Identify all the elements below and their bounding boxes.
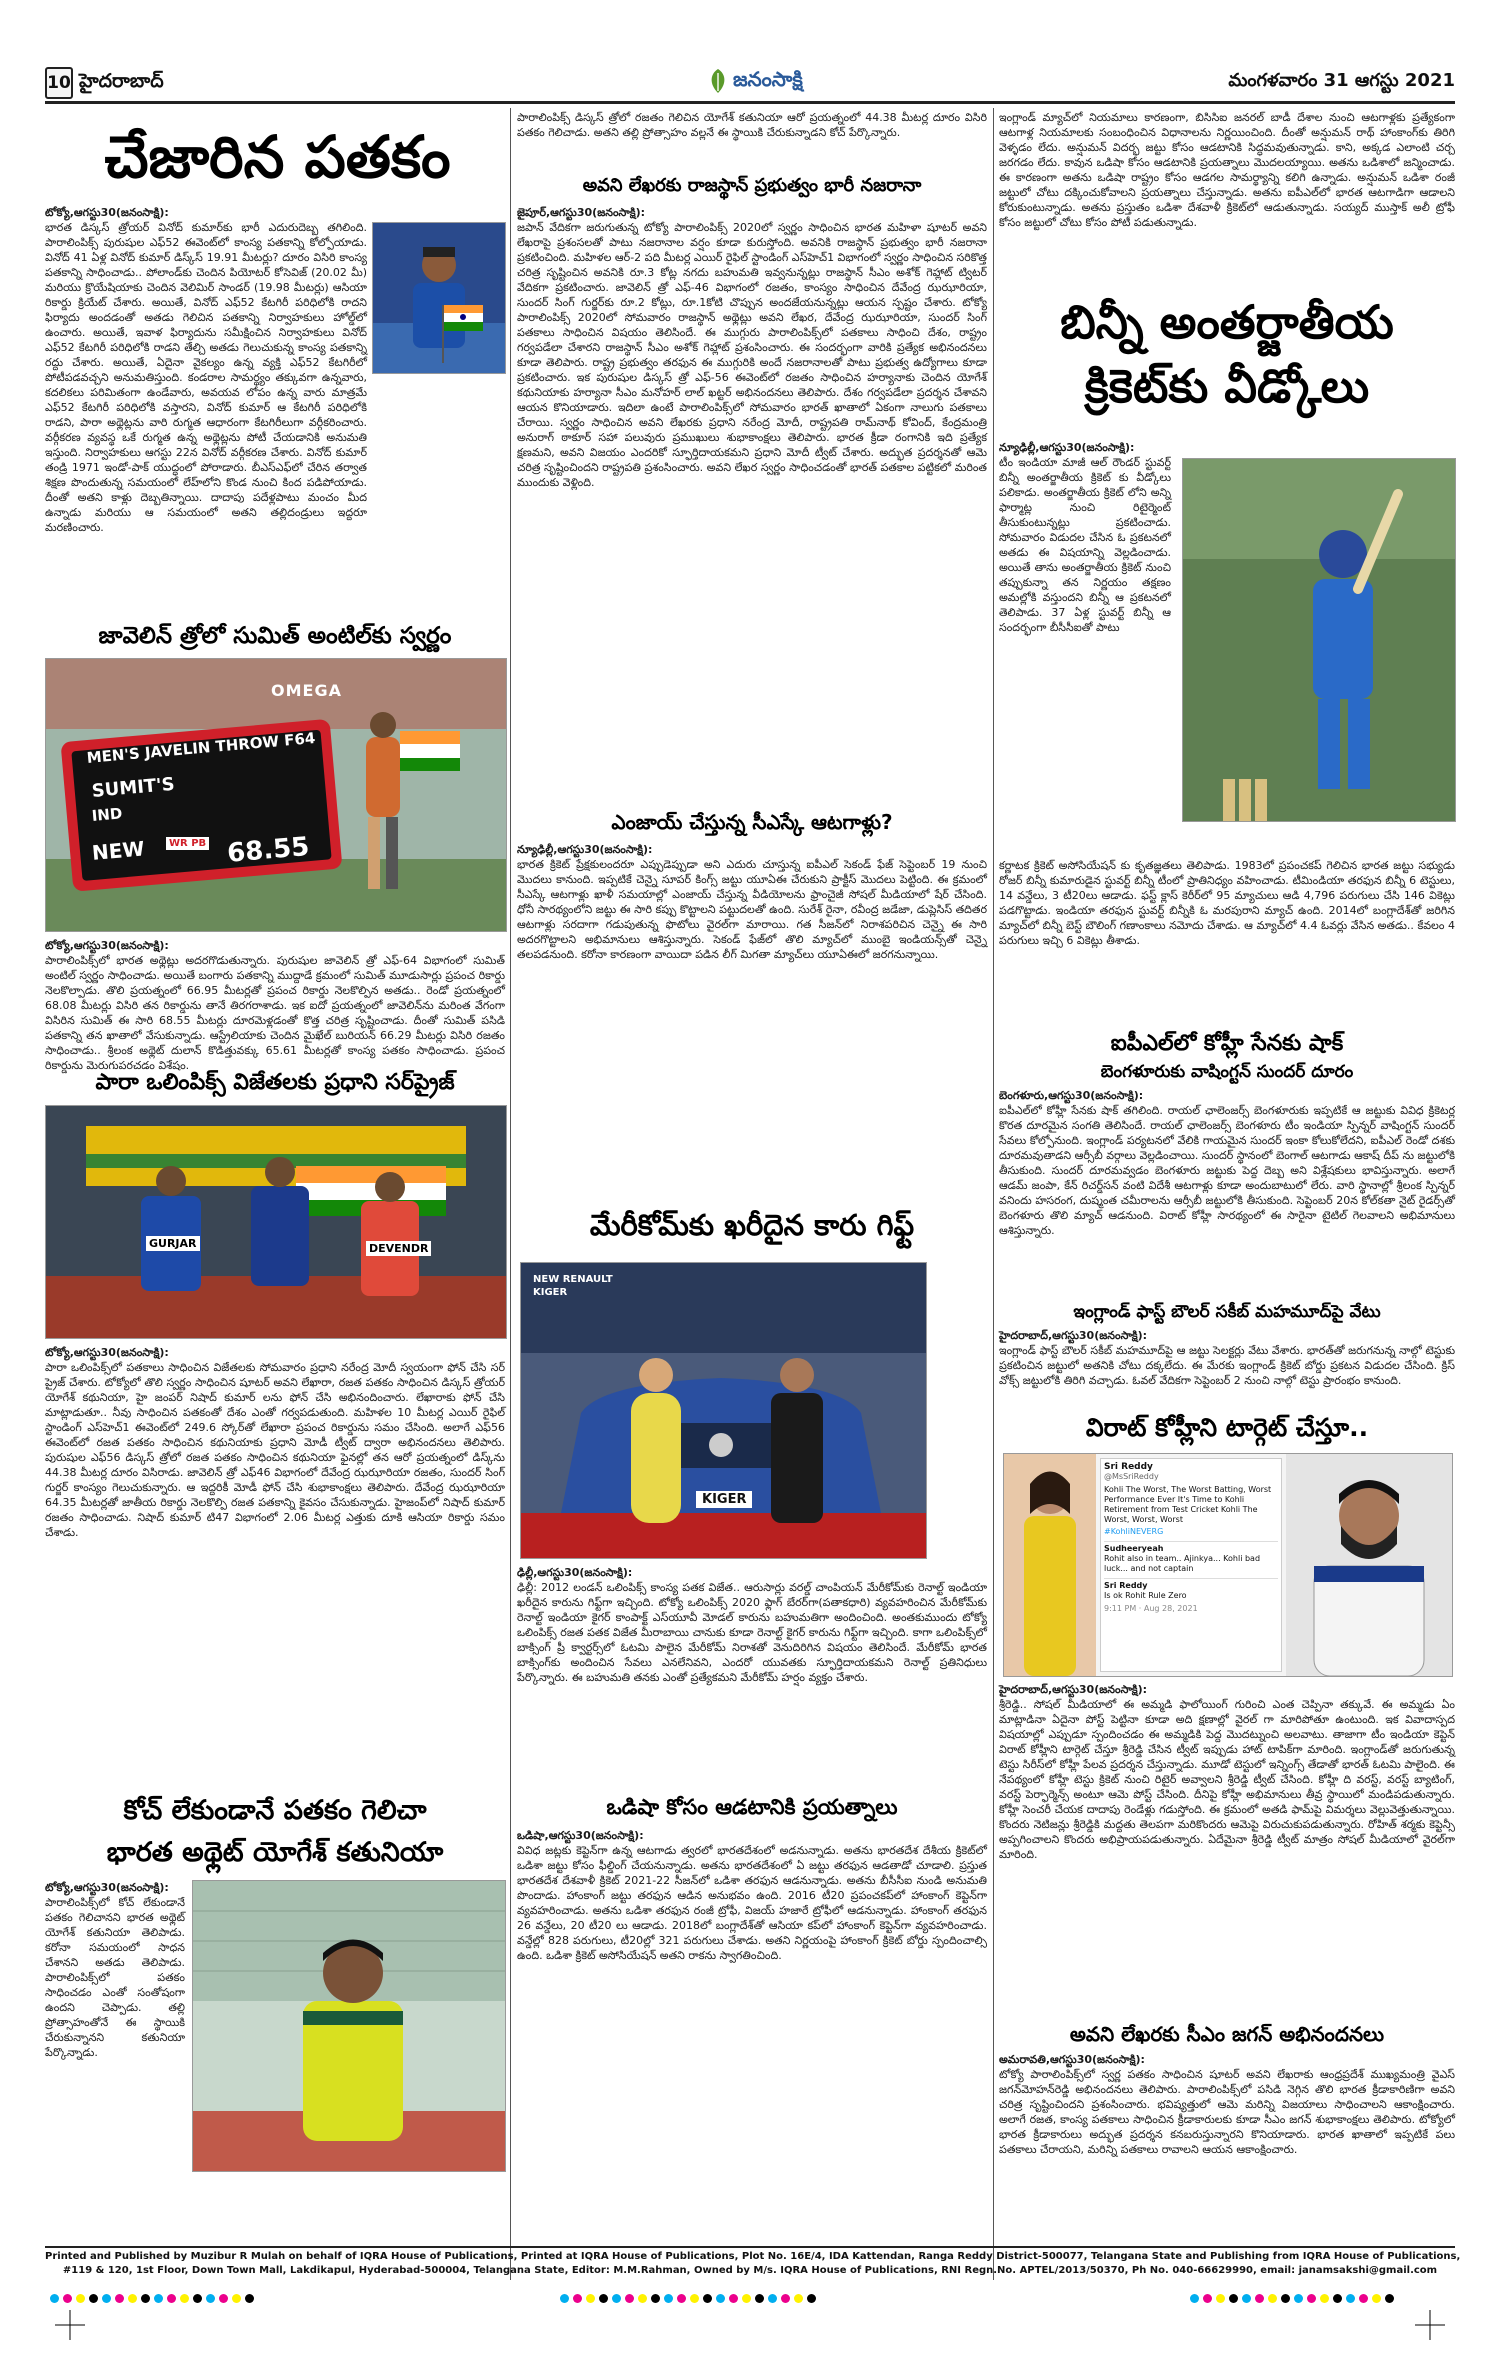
sri-reddy-photo: [1004, 1454, 1096, 1676]
col1-body-3: పారా ఒలింపిక్స్‌లో పతకాలు సాధించిన విజేతలకు సోమవారం ప్రధాని నరేంద్ర మోదీ స్వయంగా ఫోన్‌ చేసి సర్‌ ప్రైజ్‌ చేశారు. టోక్యోలో తొలి స్వర్ణం సాధించిన షూటర్‌ అవని లేఖారా, రజత పతకం సాధించిన డిస్కస్‌ త్రోయర్‌ యోగేశ్‌ కథునియా, హై జంపర్‌ నిషాద్‌ కుమార్‌ లను ఫోన్‌ చేసి అభినందించారు. లేఖారాకు ఫోన్‌ చేసి మాట్లాడుతూ.. నీవు సాధించిన పతకంతో దేశం ఎంతో గర్వపడుతుంది. మహిళల 10 మీటర్ల ఎయిర్‌ రైఫిల్‌ స్టాండింగ్‌ ఎస్‌హెచ్‌1 ఈవెంట్‌లో 249.6 స్కోర్‌తో లేఖారా ప్రపంచ రికార్డును సమం చేసింది. అలాగే ఎఫ్‌56 ఈవెంట్‌లో రజత పతకం సాధించిన కథునియాకు ప్రధాని మోడీ ట్వీట్‌ ద్వారా అభినందనలు తెలిపారు. పురుషుల ఎఫ్‌56 డిస్కస్‌ త్రోలో రజత పతకం సాధించిన కథునియా ఫైనల్లో తన ఆరో ప్రయత్నంలో డిస్క్‌ను 44.38 మీటర్ల దూరం విసిరాడు. జావెలిన్‌ త్రో ఎఫ్‌46 విభాగంలో దేవేంద్ర ఝఝారియా రజతం, సుందర్‌ సింగ్‌ గుర్జర్‌ కాంస్యం గెలుచుకున్నారు. ఆ ఇద్దరికీ మోడీ ఫోన్‌ చేసి శుభాకాంక్షలు తెలిపారు. దేవేంద్ర ఝఝారియా 64.35 మీటర్లతో జాతీయ రికార్డు నెలకొల్పి రజత పతకాన్ని కైవసం చేసుకున్నాడు. హైజంప్‌లో నిషాద్‌ కుమార్‌ రజతం సాధించాడు. నిషాద్‌ కుమార్‌ టి47 విభాగంలో 2.06 మీటర్ల ఎత్తుకు దూకి ఆసియా రికార్డు సమం చేశాడు.: [45, 1361, 505, 1539]
col3-article-2a: [999, 440, 1171, 858]
col1-body-2: పారాలింపిక్స్‌లో భారత అథ్లెట్లు అదరగొడుతున్నారు. పురుషుల జావెలిన్‌ త్రో ఎఫ్‌-64 విభాగంలో సుమిత్‌ అంటిల్‌ స్వర్ణం సాధించాడు. అయితే బంగారు పతకాన్ని ముద్దాడే క్రమంలో సుమిత్‌ మూడుసార్లు ప్రపంచ రికార్డు నెలకొల్పాడు. తొలి ప్రయత్నంలో 66.95 మీటర్లతో ప్రపంచ రికార్డు నెలకొల్పిన అతడు.. రెండో ప్రయత్నంలో 68.08 మీటర్లు విసిరి తన రికార్డును తానే తిరగరాశాడు. ఇక ఐదో ప్రయత్నంలో జావెలిన్‌ను మరింత వేగంగా విసిరిన సుమిత్‌ ఈ సారి 68.55 మీటర్లు దూరమెళ్లడంతో కొత్త చరిత్ర సృష్టించాడు. దీంతో సుమిత్‌ పసిడి పతకాన్ని తన ఖాతాలో వేసుకున్నాడు. ఆస్ట్రేలియాకు చెందిన మైఖేల్‌ బురియన్‌ 66.29 మీటర్లు విసిరి రజతం సాధించాడు.. శ్రీలంక అథ్లెట్‌ దులాన్‌ కొడిత్తువక్కు 65.61 మీటర్లతో కాంస్య పతకం సాధించాడు. ప్రపంచ రికార్డును మెరుగుపరచడం విశేషం.: [45, 954, 505, 1072]
athlete-flag-illustration: [373, 223, 505, 373]
sumit-antil-photo: [45, 658, 507, 932]
col1-headline-3: పారా ఒలింపిక్స్‌ విజేతలకు ప్రధాని సర్‌ప్రైజ్‌: [95, 1070, 455, 1095]
col2-article-5: [517, 1828, 987, 2173]
photo-brand-omega: OMEGA: [271, 681, 342, 700]
reply-2-text: Is ok Rohit Rule Zero: [1104, 1591, 1187, 1600]
crop-mark-left: [55, 2310, 85, 2340]
col2-body-4: ఢిల్లీ: 2012 లండన్‌ ఒలింపిక్స్‌ కాంస్య పతక విజేత.. ఆరుసార్లు వరల్డ్‌ చాంపియన్‌ మేరీకోమ్‌కు రెనాల్ట్‌ ఇండియా ఖరీదైన కారును గిఫ్ట్‌గా ఇచ్చింది. టోక్యో ఒలింపిక్స్‌ 2020 ఫ్లాగ్‌ బేరర్‌గా(పతాకధారి) వ్యవహరించిన మేరీకోమ్‌కు రెనాల్ట్‌ ఇండియా కైగర్‌ కాంపాక్ట్‌ ఎస్‌యూవీ మోడల్‌ కారును బహుమతిగా అందించింది. అంతకుముందు టోక్యో ఒలింపిక్స్‌ రజత పతక విజేత మీరాబాయి చానుకు కూడా రెనాల్ట్‌ కైగర్‌ కారును గిఫ్ట్‌గా ఇచ్చింది. కాగా ఒలింపిక్స్‌లో బాక్సింగ్‌ ప్రీ క్వార్టర్స్‌లో ఓటమి పాలైన మేరీకోమ్‌ నిరాశతో వెనుదిరిగిన విషయం తెలిసిందే. మేరీకోమ్‌ భారత బాక్సింగ్‌కు అందించిన సేవలు ఎనలేనివని, ఎందరో యువతకు స్ఫూర్తిదాయకమని రెనాల్ట్‌ ప్రతినిధులు పేర్కొన్నారు. ఈ బహుమతి తనకు ఎంతో ప్రత్యేకమని మేరీకోమ్‌ హర్షం వ్యక్తం చేశారు.: [517, 1581, 987, 1684]
mary-kom-car-photo: [520, 1262, 927, 1559]
col3-body-2b: కర్ణాటక క్రికెట్‌ అసోసియేషన్‌ కు కృతజ్ఞతలు తెలిపాడు. 1983లో ప్రపంచకప్‌ గెలిచిన భారత జట్టు సభ్యుడు రోజర్‌ బిన్నీ కుమారుడైన స్టువర్ట్‌ బిన్నీ టీంలో ప్రాతినిధ్యం వహించాడు. టీమిండియా తరఫున బిన్నీ 6 టెస్టులు, 14 వన్డేలు, 3 టీ20లు ఆడాడు. ఫస్ట్‌ క్లాస్‌ కెరీర్‌లో 95 మ్యాచులు ఆడి 4,796 పరుగులు చేసి 146 వికెట్లు పడగొట్టాడు. ఇండియా తరఫున స్టువర్ట్‌ బిన్నీకి ఓ మరపురాని మ్యాచ్‌ ఉంది. 2014లో బంగ్లాదేశ్‌తో జరిగిన మ్యాచ్‌లో బిన్నీ బెస్ట్‌ బౌలింగ్‌ గణాంకాలు నమోదు చేశాడు. ఆ మ్యాచ్‌లో 4.4 ఓవర్లు వేసిన అతడు.. కేవలం 4 పరుగులు ఇచ్చి 6 వికెట్లు తీశాడు.: [999, 859, 1455, 947]
reply-1-text: Rohit also in team.. Ajinkya... Kohli bad luck... and not captain: [1104, 1554, 1261, 1573]
tweet-author-handle: @MsSriReddy: [1104, 1472, 1159, 1481]
page-number: 10: [47, 73, 71, 93]
logo-leaf-icon: [707, 68, 729, 94]
col3-body-2a: టీం ఇండియా మాజీ ఆల్‌ రౌండర్‌ స్టువర్ట్‌ బిన్నీ అంతర్జాతీయ క్రికెట్‌ కు వీడ్కోలు పలికాడు. అంతర్జాతీయ క్రికెట్‌ లోని అన్ని ఫార్మాట్ల నుంచి రిటైర్మెంట్‌ తీసుకుంటున్నట్లు ప్రకటించాడు. సోమవారం విడుదల చేసిన ఓ ప్రకటనలో అతడు ఈ విషయాన్ని వెల్లడించాడు. అయితే తాను అంతర్జాతీయ క్రికెట్‌ నుంచి తప్పుకున్నా తన నిర్ణయం తక్షణం అమల్లోకి వస్తుందని బిన్నీ ఆ ప్రకటనలో తెలిపాడు. 37 ఏళ్ల స్టువర్ట్‌ బిన్నీ ఆ సందర్భంగా బీసీసీఐతో పాటు: [999, 456, 1171, 634]
footer-rule: [45, 2246, 1455, 2248]
virat-kohli-photo: [1286, 1454, 1452, 1676]
bib-devendra: DEVENDR: [366, 1241, 431, 1256]
color-registration-mid: [560, 2294, 820, 2304]
col2-dateline-3: న్యూఢిల్లీ,ఆగస్టు30(జనంసాక్షి):: [517, 843, 653, 856]
column-rule-2: [993, 108, 994, 2280]
col1-dateline-1: టోక్యో,ఆగస్టు30(జనంసాక్షి):: [45, 206, 169, 219]
col3-dateline-3: బెంగళూరు,ఆగస్టు30(జనంసాక్షి):: [999, 1089, 1144, 1102]
col3-dateline-5: హైదరాబాద్‌,ఆగస్టు30(జనంసాక్షి):: [999, 1683, 1148, 1696]
col1-article-3: [45, 1345, 505, 1785]
sign-distance: 68.55: [226, 831, 311, 869]
col2-headline-2: అవని లేఖరకు రాజస్థాన్‌ ప్రభుత్వం భారీ నజరానా: [582, 175, 922, 196]
yogesh-kathuniya-photo: [192, 1880, 506, 2172]
col1-headline-4a: కోచ్‌ లేకుండానే పతకం గెలిచా: [123, 1795, 427, 1826]
stuart-binny-photo: [1182, 458, 1456, 822]
reply-2-name: Sri Reddy: [1104, 1581, 1148, 1590]
col3-body-3: ఐపీఎల్‌లో కోహ్లీ సేనకు షాక్‌ తగిలింది. రాయల్‌ ఛాలెంజర్స్‌ బెంగళూరుకు ఇప్పటికే ఆ జట్టుకు వివిధ క్రికెటర్ల కొరత దూరమైన సంగతి తెలిసిందే. రాయల్‌ ఛాలెంజర్స్‌ బెంగళూరు టీం ఇండియా స్పిన్నర్‌ వాషింగ్టన్‌ సుందర్‌ సేవలు కోల్పోనుంది. ఇంగ్లాండ్‌ పర్యటనలో వేలికి గాయమైన సుందర్‌ ఇంకా కోలుకోలేదని, ఐపీఎల్‌ రెండో దశకు దూరమవుతాడని ఆర్సీబీ వర్గాలు వెల్లడించాయి. సుందర్‌ స్థానంలో బెంగాల్‌ ఆటగాడు ఆకాష్‌ దీప్‌ ను జట్టులోకి తీసుకుంది. సుందర్‌ దూరమవ్వడం బెంగళూరు జట్టుకు పెద్ద దెబ్బ అని విశ్లేషకులు భావిస్తున్నారు. అలాగే ఆడమ్‌ జంపా, కేన్‌ రిచర్డ్‌సన్‌ వంటి విదేశీ ఆటగాళ్లు కూడా అందుబాటులో లేరు. వారి స్థానాల్లో శ్రీలంక స్పిన్నర్‌ వనిందు హసరంగ, దుష్మంత చమీరాలను ఆర్సీబీ జట్టులోకి తీసుకుంది. సెప్టెంబర్‌ 20న కోల్‌కతా నైట్‌ రైడర్స్‌తో బెంగళూరు తొలి మ్యాచ్‌ ఆడనుంది. విరాట్‌ కోహ్లీ సారథ్యంలో ఈ సారైనా టైటిల్‌ గెలవాలని అభిమానులు ఆశిస్తున్నారు.: [999, 1104, 1455, 1237]
tweet-date: 9:11 PM · Aug 28, 2021: [1104, 1604, 1198, 1613]
col1-dateline-3: టోక్యో,ఆగస్టు30(జనంసాక్షి):: [45, 1346, 169, 1359]
tweet-card: [1100, 1458, 1282, 1672]
sign-event-title: MEN'S JAVELIN THROW F64: [86, 729, 316, 767]
col3-dateline-6: అమరావతి,ఆగస్టు30(జనంసాక్షి):: [999, 2053, 1145, 2066]
col2-body-1: పారాలింపిక్స్‌ డిస్కస్‌ త్రోలో రజతం గెలిచిన యోగేశ్‌ కతునియా ఆరో ప్రయత్నంలో 44.38 మీటర్ల దూరం విసిరి పతకం గెలిచాడు. అతని తల్లి ప్రోత్సాహం వల్లనే ఈ స్థాయికి చేరుకున్నాడని కోచ్‌ పేర్కొన్నారు.: [517, 111, 987, 139]
vinod-kumar-photo: [372, 222, 506, 374]
col3-body-5: శ్రీరెడ్డి.. సోషల్‌ మీడియాలో ఈ అమ్మడి ఫాలోయింగ్‌ గురించి ఎంత చెప్పినా తక్కువే. ఈ అమ్మడు ఏం మాట్లాడినా ఏదైనా పోస్ట్‌ పెట్టినా కూడా అది క్షణాల్లో వైరల్‌ గా మారిపోతూ ఉంటుంది. ఇక వివాదాస్పద విషయాల్లో ఎప్పుడూ స్పందించడం ఈ అమ్మడికి పెద్ద మొదట్నుంచి అలవాటు. తాజాగా టీం ఇండియా కెప్టెన్‌ విరాట్‌ కోహ్లీని టార్గెట్‌ చేస్తూ శ్రీరెడ్డి చేసిన ట్వీట్‌ ఇప్పుడు హాట్‌ టాపిక్‌గా మారింది. ఇంగ్లాండ్‌తో జరుగుతున్న టెస్టు సిరీస్‌లో కోహ్లీ పేలవ ప్రదర్శన చేస్తున్నాడు. మూడో టెస్టులో ఇన్నింగ్స్‌ తేడాతో భారత్‌ ఓటమి పాలైంది. ఈ నేపథ్యంలో కోహ్లీ టెస్టు క్రికెట్‌ నుంచి రిటైర్‌ అవ్వాలని శ్రీరెడ్డి ట్వీట్‌ చేసింది. కోహ్లీ ది వరస్ట్‌, వరస్ట్‌ బ్యాటింగ్‌, వరస్ట్‌ పెర్ఫార్మెన్స్‌ అంటూ ఆమె పోస్ట్‌ చేసింది. దీనిపై కోహ్లీ అభిమానులు తీవ్ర స్థాయిలో మండిపడుతున్నారు. కోహ్లీ సెంచరీ చేయక దాదాపు రెండేళ్లు గడుస్తోంది. ఈ క్రమంలో అతడి ఫామ్‌పై విమర్శలు వెల్లువెత్తుతున్నాయి. కొందరు నెటిజన్లు శ్రీరెడ్డికి మద్దతు తెలపగా మరికొందరు ఆమెపై విరుచుకుపడుతున్నారు. రోహిత్‌ శర్మకు కెప్టెన్సీ అప్పగించాలని కొందరు అభిప్రాయపడుతున్నారు. ఏదేమైనా శ్రీరెడ్డి ట్వీట్‌ మాత్రం సోషల్‌ మీడియాలో వైరల్‌గా మారింది.: [999, 1698, 1455, 1861]
col3-headline-2b: క్రికెట్‌కు వీడ్కోలు: [1084, 359, 1370, 413]
col1-body-4: పారాలింపిక్స్‌లో కోచ్‌ లేకుండానే పతకం గెలిచానని భారత అథ్లెట్‌ యోగేశ్‌ కతునియా తెలిపాడు. కరోనా సమయంలో సాధన చేశానని అతడు తెలిపాడు. పారాలింపిక్స్‌లో పతకం సాధించడం ఎంతో సంతోషంగా ఉందని చెప్పాడు. తల్లి ప్రోత్సాహంతోనే ఈ స్థాయికి చేరుకున్నానని కతునియా పేర్కొన్నాడు.: [45, 1896, 185, 2059]
col3-headline-4: ఇంగ్లాండ్‌ ఫాస్ట్‌ బౌలర్‌ సకీబ్‌ మహమూద్‌పై వేటు: [1073, 1302, 1381, 1322]
col2-dateline-2: జైపూర్‌,ఆగస్టు30(జనంసాక్షి):: [517, 206, 646, 219]
col2-headline-5: ఒడిషా కోసం ఆడటానికి ప్రయత్నాలు: [606, 1795, 898, 1819]
city-label: హైదరాబాద్: [79, 70, 164, 92]
bib-gurjar: GURJAR: [146, 1236, 200, 1251]
sign-athlete-name: SUMIT'S: [91, 773, 176, 802]
col3-body-6: టోక్యో పారాలింపిక్స్‌లో స్వర్ణ పతకం సాధించిన షూటర్‌ అవని లేఖరాకు ఆంధ్రప్రదేశ్‌ ముఖ్యమంత్రి వైఎస్‌ జగన్‌మోహన్‌రెడ్డి అభినందనలు తెలిపారు. పారాలింపిక్స్‌లో పసిడి నెగ్గిన తొలి భారత క్రీడాకారిణిగా అవని చరిత్ర సృష్టించిందని ప్రశంసించారు. భవిష్యత్తులో ఆమె మరిన్ని విజయాలు సాధించాలని ఆకాంక్షించారు. అలాగే రజత, కాంస్య పతకాలు సాధించిన క్రీడాకారులకు కూడా సీఎం జగన్‌ శుభాకాంక్షలు తెలిపారు. టోక్యోలో భారత క్రీడాకారులు అద్భుత ప్రదర్శన కనబరుస్తున్నారని కొనియాడారు. భారత ఖాతాలో ఇప్పటికే పలు పతకాలు చేరాయని, మరిన్ని పతకాలు రావాలని ఆయన ఆకాంక్షించారు.: [999, 2068, 1455, 2156]
page-number-box: [45, 67, 73, 99]
masthead-rule: [45, 101, 1455, 104]
color-registration-right: [1190, 2294, 1398, 2304]
col2-article-1: [517, 110, 987, 168]
paper-name: జనంసాక్షి: [733, 66, 803, 91]
issue-date: మంగళవారం 31 ఆగస్టు 2021: [1228, 70, 1455, 91]
col1-headline-2: జావెలిన్‌ త్రోలో సుమిత్‌ అంటిల్‌కు స్వర్ణం: [98, 623, 452, 649]
imprint-line-2: #119 & 120, 1st Floor, Down Town Mall, Lakdikapul, Hyderabad-500004, Telangana State, Editor: M.M.Rahman, Owned by M/s. IQRA House of Publications, RNI Regn.No. APTEL/2013/50370, Ph No. 040-66629990, email: janamsakshi@gmail.com: [62, 2265, 1438, 2276]
tweet-reply-2: [1104, 1578, 1278, 1601]
sri-reddy-composite: [1003, 1453, 1453, 1677]
sign-country: IND: [91, 804, 124, 825]
col3-body-4: ఇంగ్లాండ్‌ ఫాస్ట్‌ బౌలర్‌ సకీబ్‌ మహమూద్‌పై ఆ జట్టు సెలక్టర్లు వేటు వేశారు. భారత్‌తో జరుగనున్న నాల్గో టెస్టుకు ప్రకటించిన జట్టులో అతనికి చోటు దక్కలేదు. ఈ మేరకు ఇంగ్లాండ్‌ క్రికెట్‌ బోర్డు ప్రకటన విడుదల చేసింది. క్రిస్‌ వోక్స్‌ జట్టులోకి తిరిగి వచ్చాడు. ఓవల్‌ వేదికగా సెప్టెంబర్‌ 2 నుంచి నాల్గో టెస్టు ప్రారంభం కానుంది.: [999, 1344, 1455, 1387]
col2-headline-3: ఎంజాయ్‌ చేస్తున్న సీఎస్కే ఆటగాళ్లు?: [611, 810, 893, 834]
col3-headline-5: విరాట్‌ కోహ్లీని టార్గెట్‌ చేస్తూ..: [1085, 1413, 1369, 1442]
tweet-text: Kohli The Worst, The Worst Batting, Worst Performance Ever It's Time to Kohli Retirement from Test Cricket Kohli The Worst, Worst, Worst: [1104, 1485, 1272, 1524]
paper-logo: [707, 63, 827, 99]
col1-article-4: [45, 1880, 185, 2175]
col1-headline-4b: భారత అథ్లెట్‌ యోగేశ్‌ కతునియా: [106, 1837, 444, 1868]
tweet-author-name: Sri Reddy: [1104, 1462, 1153, 1472]
col1-article-1: [45, 205, 367, 617]
col3-article-4: [999, 1328, 1455, 1404]
col2-body-5: వివిధ జట్లకు కెప్టెన్‌గా ఉన్న ఆటగాడు త్వరలో భారతదేశంలో అడనున్నాడు. అతను భారతదేశ దేశీయ క్రికెట్‌లో ఒడిశా జట్టు కోసం ఫీల్డింగ్‌ చేయనున్నాడు. అతను భారతదేశంలో ఏ జట్టు తరఫున ఆడతాడో చూడాలి. ప్రస్తుత భారతదేశ దేశవాళీ క్రికెట్‌ 2021-22 సీజన్‌లో ఒడిశా తరఫున ఆడనున్నాడు. అతను బీసీసీఐ నుండి అనుమతి పొందాడు. హాంకాంగ్‌ జట్టు తరఫున ఆడిన అనుభవం ఉంది. 2016 టీ20 ప్రపంచకప్‌లో హాంకాంగ్‌ కెప్టెన్‌గా వ్యవహరించాడు. అతను ఒడిశా తరఫున రంజీ ట్రోఫీ, విజయ్‌ హజారే ట్రోఫీలో ఆడనున్నాడు. హాంకాంగ్‌ తరఫున 26 వన్డేలు, 20 టీ20 లు ఆడాడు. 2018లో బంగ్లాదేశ్‌తో ఆసియా కప్‌లో హాంకాంగ్‌ కెప్టెన్‌గా వ్యవహరించాడు. వన్డేల్లో 828 పరుగులు, టీ20ల్లో 321 పరుగులు చేశాడు. అతని నిర్ణయంపై హాంకాంగ్‌ క్రికెట్‌ బోర్డు స్పందించాల్సి ఉంది. ఒడిశా క్రికెట్‌ అసోసియేషన్‌ అతని రాకను స్వాగతించింది.: [517, 1844, 987, 1962]
sign-wr-badge: WR PB: [166, 837, 209, 850]
col3-headline-6: అవని లేఖరకు సీఎం జగన్‌ అభినందనలు: [1069, 2022, 1385, 2046]
tweet-reply-1: [1104, 1541, 1278, 1574]
col2-article-4: [517, 1565, 987, 1780]
col2-body-3: భారత క్రికెట్‌ ప్రేక్షకులందరూ ఎప్పుడెప్పుడా అని ఎదురు చూస్తున్న ఐపీఎల్‌ సెకండ్‌ ఫేజ్‌ సెప్టెంబర్‌ 19 నుంచి మొదలు కానుంది. ఇప్పటికే చెన్నై సూపర్‌ కింగ్స్‌ జట్టు యూఏఈ చేరుకుని ప్రాక్టీస్‌ మొదలు పెట్టింది. ఈ క్రమంలో సీఎస్కే ఆటగాళ్లు ఖాళీ సమయాల్లో ఎంజాయ్‌ చేస్తున్న వీడియోలను ఫ్రాంచైజీ సోషల్‌ మీడియాలో షేర్‌ చేసింది. ధోనీ సారథ్యంలోని జట్టు ఈ సారి కప్పు కొట్టాలని పట్టుదలతో ఉంది. సురేశ్‌ రైనా, రవీంద్ర జడేజా, డుప్లెసిస్‌ తదితర ఆటగాళ్లు సరదాగా గడుపుతున్న ఫొటోలు వైరల్‌గా మారాయి. గత సీజన్‌లో నిరాశపరిచిన చెన్నై ఈ సారి అదరగొట్టాలని అభిమానులు ఆశిస్తున్నారు. సెకండ్‌ ఫేజ్‌లో తొలి మ్యాచ్‌లో ముంబై ఇండియన్స్‌తో చెన్నై తలపడనుంది. కరోనా కారణంగా వాయిదా పడిన లీగ్‌ మిగతా మ్యాచ్‌లు యూఏఈలో జరగనున్నాయి.: [517, 858, 987, 961]
col3-headline-2a: బిన్నీ అంతర్జాతీయ: [1060, 295, 1394, 349]
masthead: [45, 63, 1455, 101]
col3-subhead-3: బెంగళూరుకు వాషింగ్టన్‌ సుందర్‌ దూరం: [1100, 1062, 1354, 1082]
col3-headline-3: ఐపీఎల్‌లో కోహ్లీ సేనకు షాక్‌: [1110, 1031, 1344, 1056]
col3-dateline-2: న్యూఢిల్లీ,ఆగస్టు30(జనంసాక్షి):: [999, 441, 1135, 454]
col1-dateline-4: టోక్యో,ఆగస్టు30(జనంసాక్షి):: [45, 1881, 169, 1894]
col2-dateline-5: ఒడిషా,ఆగస్టు30(జనంసాక్షి):: [517, 1829, 644, 1842]
col3-article-6: [999, 2052, 1455, 2177]
photo-renault-banner: NEW RENAULT KIGER: [533, 1274, 613, 1298]
col1-article-2: [45, 938, 505, 1072]
imprint-line-1: Printed and Published by Muzibur R Mulah on behalf of IQRA House of Publications, Printed at IQRA House of Publications, Plot No. 16E/4, IDA Kattendan, Ranga Reddy District-500077, Telangana State and Publishing from IQRA House of Publications,: [45, 2251, 1461, 2262]
tweet-hashtag: #KohliNEVERG: [1104, 1527, 1164, 1536]
reply-1-name: Sudheeryeah: [1104, 1544, 1164, 1553]
crop-mark-right: [1415, 2310, 1445, 2340]
col3-article-5: [999, 1682, 1455, 2014]
col3-article-2b: [999, 858, 1455, 1023]
col3-body-1: ఇంగ్లాండ్‌ మ్యాచ్‌లో నియమాలు కారణంగా, బిసిసిఐ జనరల్‌ బాడీ దేశాల నుంచి ఆటగాళ్లకు ప్రత్యేకంగా ఆటగాళ్ల నియమాలకు సంబంధించిన విధానాలను నిర్ణయించింది. దీంతో అన్షుమన్‌ రాథ్‌ హాంకాంగ్‌కు తిరిగి వెళ్ళడం లేదు. అన్షుమన్‌ విదర్భ జట్టు కోసం ఆడటానికి సిద్ధమవుతున్నాడు. కాని, అక్కడ ఎలాంటి చర్చ జరగడం లేదు. కావున ఒడిషా కోసం ఆడటానికి ప్రయత్నాలు మొదలయ్యాయి. అతను ఒడిశాలో జన్మించాడు. ఈ కారణంగా అతను ఒడిషా రాష్ట్రం కోసం ఆడగల సామర్థ్యాన్ని కలిగి ఉన్నాడు. అన్షుమన్‌ ఒడిశా రంజీ జట్టులో చోటు దక్కించుకోవాలని ప్రయత్నాలు చేస్తున్నాడు. అతను ఐపీఎల్‌లో భారత ఆటగాడిగా ఆడాలని కోరుకుంటున్నాడు. అతను ప్రస్తుతం ఒడిశా దేశవాళీ క్రికెట్‌లో ఆడుతున్నాడు. సయ్యద్‌ ముస్తాక్‌ అలీ ట్రోఫీ కోసం జట్టులో చోటు కోసం పోటీ పడుతున్నాడు.: [999, 111, 1455, 229]
col3-article-1: [999, 110, 1455, 280]
col1-headline-1: చేజారిన పతకం: [104, 123, 451, 191]
sign-new-record: NEW: [91, 836, 146, 865]
col2-headline-4: మేరీకోమ్‌కు ఖరీదైన కారు గిఫ్ట్‌: [589, 1208, 915, 1242]
column-rule-1: [510, 108, 511, 2280]
col2-article-2: [517, 205, 987, 803]
col3-dateline-4: హైదరాబాద్‌,ఆగస్టు30(జనంసాక్షి):: [999, 1329, 1148, 1342]
col2-article-3: [517, 842, 987, 1174]
color-registration-left: [50, 2294, 258, 2304]
photo-kiger-plate: KIGER: [696, 1491, 752, 1508]
col2-body-2: జపాన్‌ వేదికగా జరుగుతున్న టోక్యో పారాలింపిక్స్‌ 2020లో స్వర్ణం సాధించిన భారత మహిళా షూటర్‌ అవని లేఖరాపై ప్రశంసలతో పాటు నజరానాల వర్షం కూడా కురుస్తోంది. అవనికి రాజస్థాన్‌ ప్రభుత్వం భారీ నజరానా ప్రకటించింది. మహిళల ఆర్‌-2 పది మీటర్ల ఎయిర్‌ రైఫిల్‌ స్టాండింగ్‌ ఎస్‌హెచ్‌1 విభాగంలో స్వర్ణం సాధించిన సరికొత్త చరిత్ర సృష్టించిన అవనికి రూ.3 కోట్ల నగదు బహుమతి ఇవ్వనున్నట్లు రాజస్థాన్‌ సీఎం అశోక్‌ గెహ్లాట్‌ ట్విటర్‌ వేదికగా ప్రకటించారు. జావెలిన్‌ త్రో ఎఫ్‌-46 విభాగంలో రజతం, కాంస్యం సాధించిన దేవేంద్ర ఝఝారియా, సుందర్‌ సింగ్‌ గుర్జర్‌కు రూ.2 కోట్లు, రూ.1కోటి చొప్పున అందజేయనున్నట్లు ఆయన స్పష్టం చేశారు. టోక్యో పారాలింపిక్స్‌ 2020లో సోమవారం రాజస్థాన్‌ అథ్లెట్లు అవని లేఖర, దేవేంద్ర ఝఝారియా, సుందర్‌ సింగ్‌ పతకాలు సాధించిన విషయం తెలిసిందే. ఈ ముగ్గురు పారాలింపిక్స్‌లో పతకాలు సాధించి దేశం, రాష్ట్రం గర్వపడేలా చేశారని రాజస్థాన్‌ సీఎం అశోక్‌ గెహ్లాట్‌ ప్రశంసించారు. ఈ సందర్భంగా వారికి ప్రత్యేక అభినందనలు కూడా తెలిపారు. రాష్ట్ర ప్రభుత్వం తరఫున ఈ ముగ్గురికి అందే నజరానాలతో పాటు ప్రభుత్వ ఉద్యోగాలు కూడా ప్రకటించారు. ఇక పురుషుల డిస్కస్‌ త్రో ఎఫ్‌-56 ఈవెంట్‌లో రజతం సాధించిన హర్యానాకు చెందిన యోగేశ్‌ కథునియాకు హర్యానా సీఎం మనోహర్‌ లాల్‌ ఖట్టర్‌ అభినందనలు తెలిపారు. దేశం గర్వపడేలా ప్రదర్శన చేశావని ఆయన కొనియాడారు. ఇదిలా ఉంటే పారాలింపిక్స్‌లో సోమవారం భారత్‌ ఖాతాలో ఏకంగా నాలుగు పతకాలు చేరాయి. స్వర్ణం సాధించిన అవని లేఖరకు ప్రధాని నరేంద్ర మోదీ, రాష్ట్రపతి రామ్‌నాథ్‌ కోవింద్‌, కేంద్రమంత్రి అనురాగ్‌ ఠాకూర్‌ సహా పలువురు ప్రముఖులు శుభాకాంక్షలు తెలిపారు. భారత క్రీడా రంగానికి ఇది ప్రత్యేక క్షణమని, అవని విజయం ఎందరికో స్ఫూర్తిదాయకమని ప్రధాని మోదీ ట్వీట్‌ చేశారు. అద్భుత ప్రదర్శనతో ఆమె చరిత్ర సృష్టించిందని రాష్ట్రపతి ప్రశంసించారు. అవని లేఖర స్వర్ణం సాధించడంతో భారత్‌ పతకాల పట్టికలో మరింత ముందుకు వెళ్లింది.: [517, 221, 987, 489]
col3-article-3: [999, 1088, 1455, 1296]
col1-body-1: భారత డిస్కస్‌ త్రోయర్‌ వినోద్‌ కుమార్‌కు భారీ ఎదురుదెబ్బ తగిలింది. పారాలింపిక్స్‌ పురుషుల ఎఫ్‌52 ఈవెంట్‌లో కాంస్య పతకాన్ని కోల్పోయాడు. వినోద్‌ 41 ఏళ్ల వినోద్‌ కుమార్‌ డిస్క్‌స్‌ 19.91 మీటర్లు? దూరం విసిరి కాంస్య పతకాన్ని సాధించాడు.. పోలాండ్‌కు చెందిన పియోటర్‌ కోసెవిజ్‌ (20.02 మీ) మరియు క్రొయేషియాకు చెందిన వెలిమిర్‌ సాండర్‌ (19.98 మీటర్లు) ఆసియా రికార్డు క్రియేట్‌ చేశారు. అయితే, వినోద్‌ ఎఫ్‌52 కేటగిరీ పరిధిలోకి రాదని ఫిర్యాదు అందడంతో అతడు గెలిచిన పతకాన్ని నిర్వాహకులు హోల్డ్‌లో ఉంచారు. అయితే, ఇవాళ ఫిర్యాదును సమీక్షించిన నిర్వాహకులు వినోద్‌ ఎఫ్‌52 కేటగిరీ పరిధిలోకి రాడని తేల్చి అతడు గెలుచుకున్న కాంస్య పతకాన్ని రద్దు చేశారు. అయితే, ఏదైనా వైకల్యం ఉన్న వ్యక్తి ఎఫ్‌52 కేటగిరీలో పోటీపడవచ్చని అనుమతిస్తుంది. కండరాల సామర్థ్యం తక్కువగా ఉన్నవారు, కదలికలు పరిమితంగా ఉండేవారు, అవయవ లోపం ఉన్న వారు మాత్రమే ఎఫ్‌52 కేటగిరీ పరిధిలోకి వస్తారని, వినోద్‌ కుమార్‌ ఆ కేటగిరీ పరిధిలోకి రాడని, పారా అథ్లెట్లను వారి రుగ్మత ఆధారంగా కేటగిరీలుగా వర్గీకరించారు. వర్గీకరణ వ్యవస్థ ఒకే రుగ్మత ఉన్న అథ్లెట్లను పోటీ చేయడానికి అనుమతి ఇస్తుంది. నిర్వాహకులు ఆగస్టు 22న వినోద్‌ వర్గీకరణ చేశారు. వినోద్‌ కుమార్‌ తండ్రి 1971 ఇండో-పాక్‌ యుద్ధంలో పోరాడారు. బీఎస్‌ఎఫ్‌లో చేరిన తర్వాత శిక్షణ పొందుతున్న సమయంలో లేహ్‌లోని కొండ నుంచి కింద పడిపోయాడు. దీంతో అతని కాళ్లు దెబ్బతిన్నాయి. దాదాపు పదేళ్లపాటు మంచం మీద ఉన్నాడు మరియు ఆ సమయంలో అతని తల్లిదండ్రులు ఇద్దరూ మరణించారు.: [45, 221, 367, 534]
para-winners-photo: [45, 1105, 507, 1339]
col2-dateline-4: ఢిల్లీ,ఆగస్టు30(జనంసాక్షి):: [517, 1566, 633, 1579]
col1-dateline-2: టోక్యో,ఆగస్టు30(జనంసాక్షి):: [45, 939, 169, 952]
imprint: [45, 2250, 1461, 2278]
